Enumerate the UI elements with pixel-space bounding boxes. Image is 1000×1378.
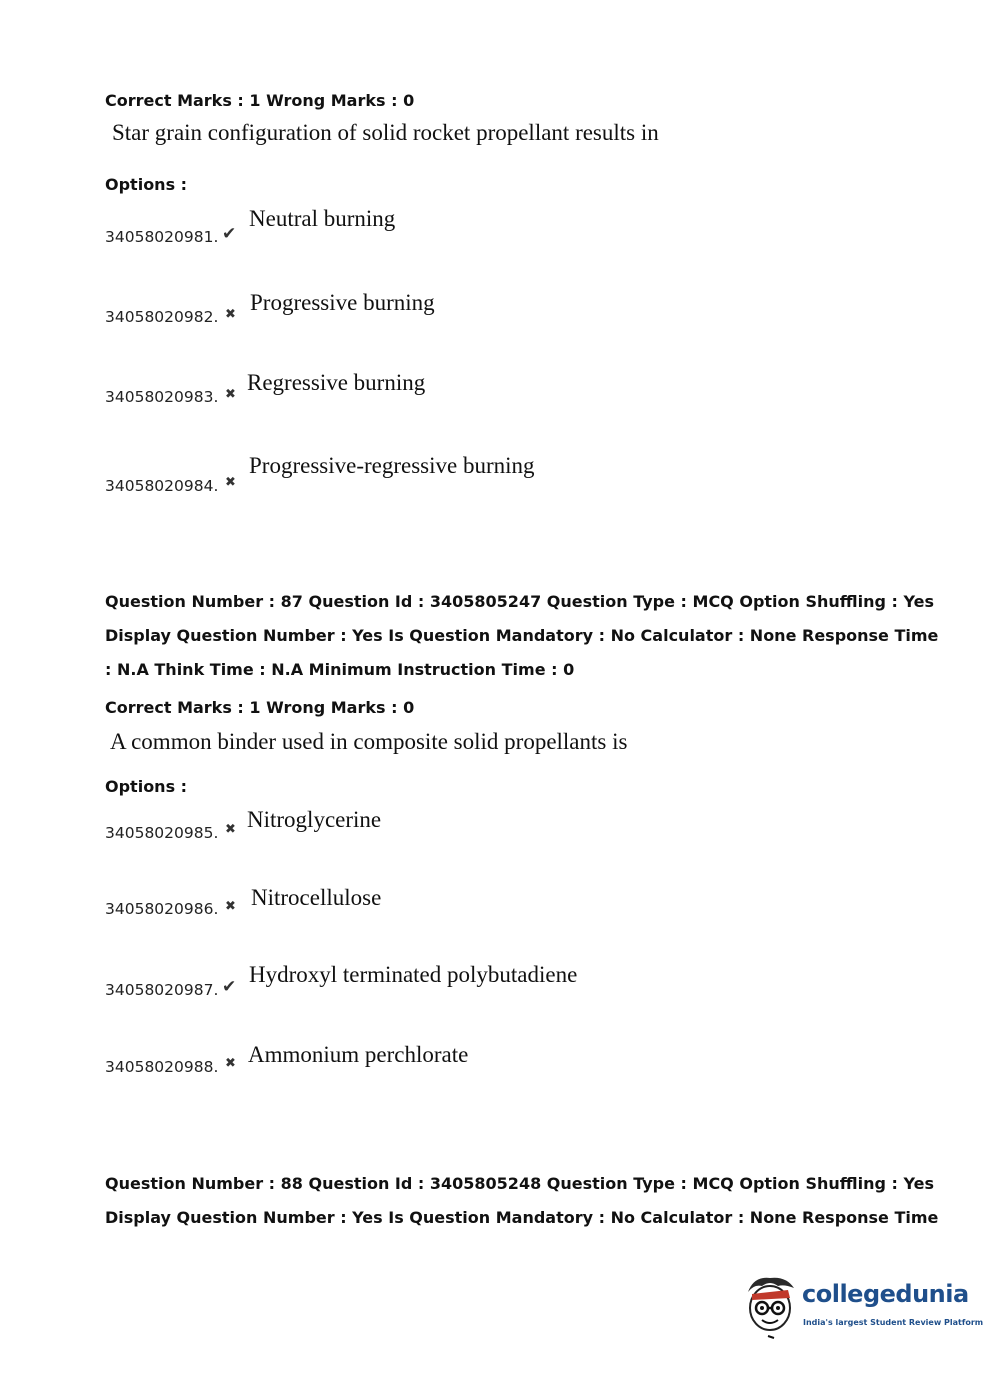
option-text: Hydroxyl terminated polybutadiene [249, 962, 578, 987]
cross-icon: ✖ [225, 822, 236, 837]
cross-icon: ✖ [225, 899, 236, 914]
options-label: Options : [105, 777, 188, 796]
cross-icon: ✖ [225, 387, 236, 402]
option-id: 34058020988. [105, 1058, 219, 1076]
collegedunia-logo [740, 1272, 984, 1342]
question-header-line: : N.A Think Time : N.A Minimum Instruction Time : 0 [105, 660, 575, 679]
cross-icon: ✖ [225, 475, 236, 490]
option-id: 34058020982. [105, 308, 219, 326]
option-text: Progressive-regressive burning [249, 453, 535, 478]
cross-icon: ✖ [225, 307, 236, 322]
question-header-line: Display Question Number : Yes Is Question Mandatory : No Calculator : None Response Time [105, 1208, 939, 1227]
question-text: A common binder used in composite solid propellants is [110, 729, 628, 754]
option-id: 34058020985. [105, 824, 219, 842]
option-text: Ammonium perchlorate [248, 1042, 469, 1067]
option-text: Regressive burning [247, 370, 426, 395]
logo-name: collegedunia [802, 1280, 969, 1308]
question-header-line: Question Number : 88 Question Id : 3405805248 Question Type : MCQ Option Shuffling : Yes [105, 1174, 935, 1193]
question-header-line: Question Number : 87 Question Id : 3405805247 Question Type : MCQ Option Shuffling : Yes [105, 592, 935, 611]
question-header-line: Display Question Number : Yes Is Question Mandatory : No Calculator : None Response Time [105, 626, 939, 645]
option-text: Nitrocellulose [251, 885, 382, 910]
check-icon: ✔ [222, 224, 237, 244]
option-text: Nitroglycerine [247, 807, 382, 832]
option-id: 34058020986. [105, 900, 219, 918]
question-text: Star grain configuration of solid rocket propellant results in [112, 120, 659, 145]
option-text: Neutral burning [249, 206, 396, 231]
options-label: Options : [105, 175, 188, 194]
option-id: 34058020987. [105, 981, 219, 999]
marks-info: Correct Marks : 1 Wrong Marks : 0 [105, 698, 415, 717]
option-text: Progressive burning [250, 290, 435, 315]
logo-tagline: India's largest Student Review Platform [803, 1318, 984, 1327]
option-id: 34058020984. [105, 477, 219, 495]
cross-icon: ✖ [225, 1056, 236, 1071]
marks-info: Correct Marks : 1 Wrong Marks : 0 [105, 91, 415, 110]
option-id: 34058020983. [105, 388, 219, 406]
check-icon: ✔ [222, 977, 237, 997]
option-id: 34058020981. [105, 228, 219, 246]
mascot-icon [740, 1272, 802, 1342]
